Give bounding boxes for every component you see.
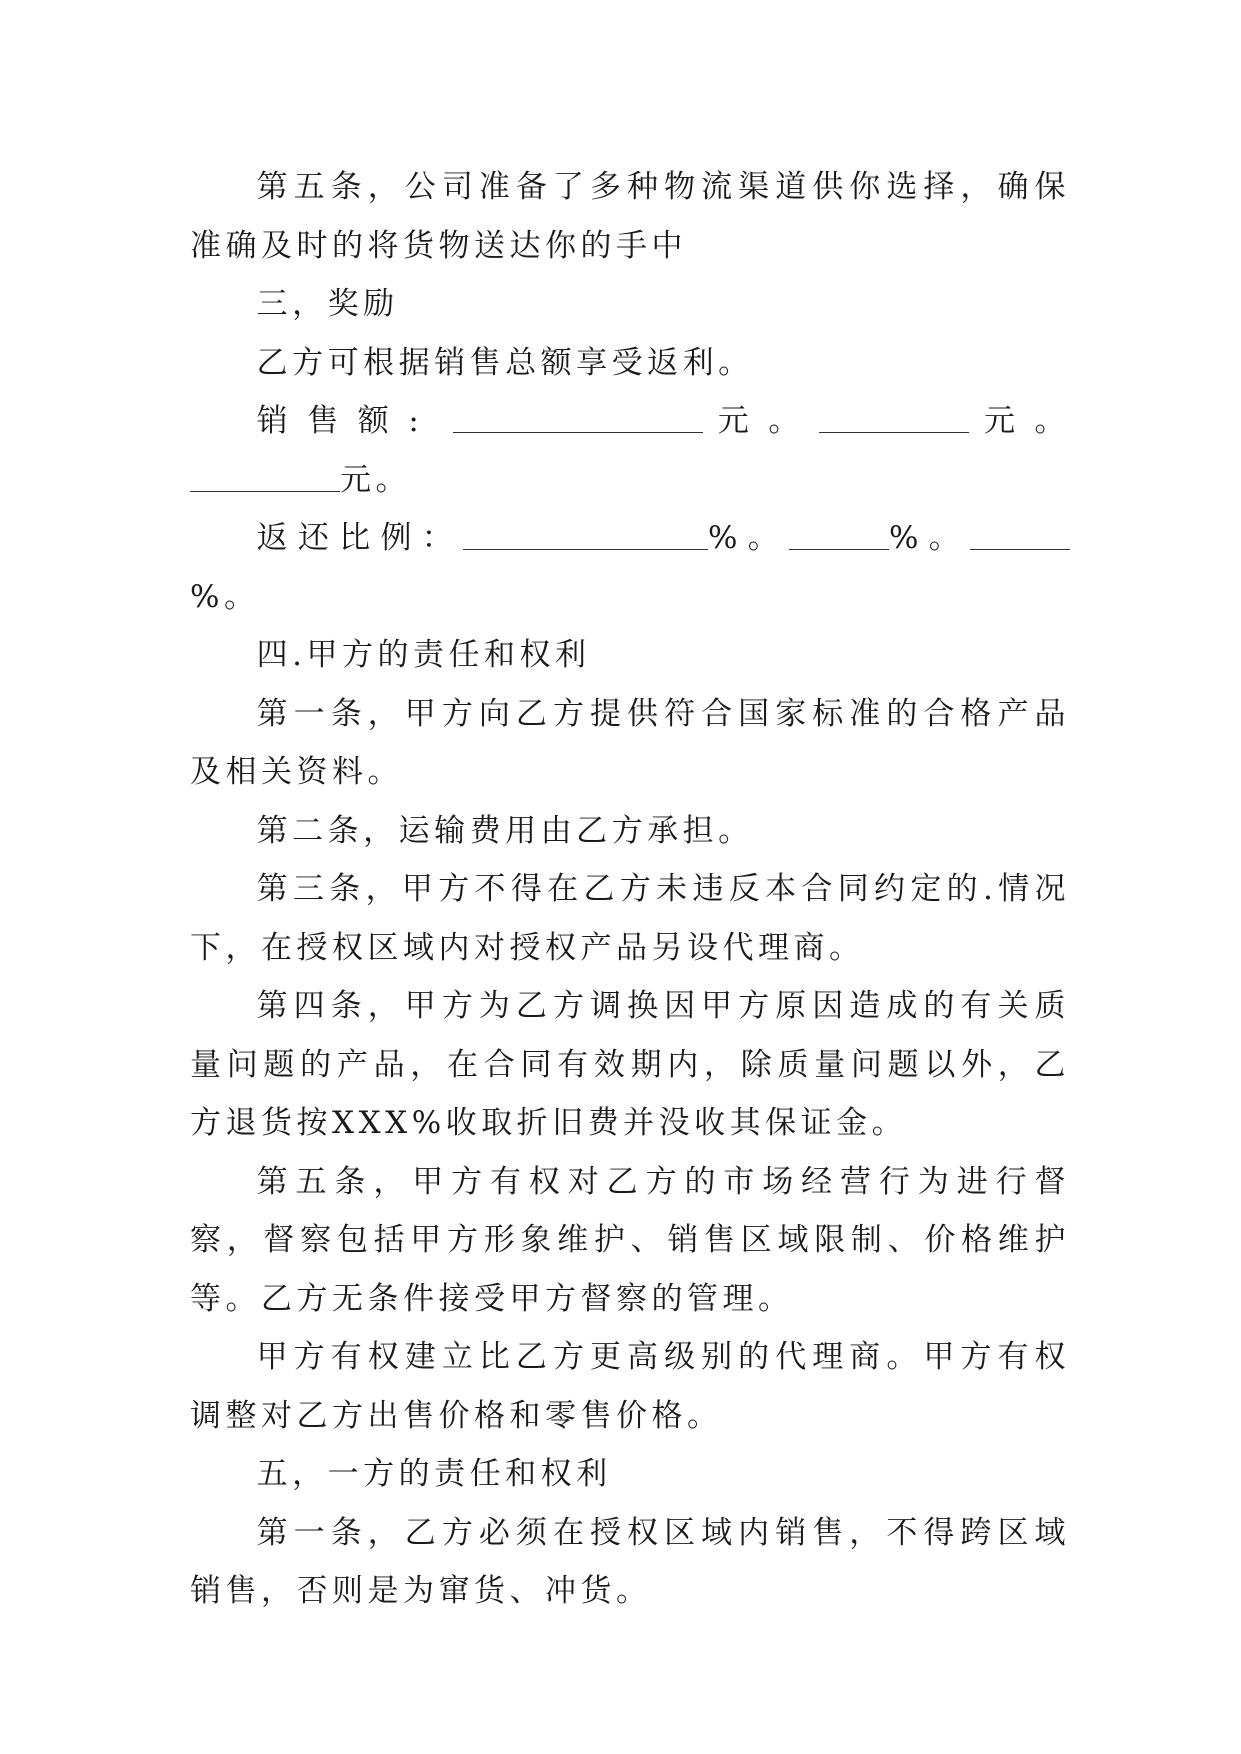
paragraph-party-a-rights: 甲方有权建立比乙方更高级别的代理商。甲方有权调整对乙方出售价格和零售价格。 bbox=[190, 1339, 1070, 1434]
paragraph-rebate: 乙方可根据销售总额享受返利。 bbox=[256, 344, 754, 381]
sales-amount-label: 销售额: bbox=[256, 403, 424, 439]
paragraph-party-a-article-2: 第二条，运输费用由乙方承担。 bbox=[256, 812, 754, 849]
rebate-ratio-blank-2 bbox=[789, 519, 889, 550]
paragraph-party-a-article-5: 第五条，甲方有权对乙方的市场经营行为进行督察，督察包括甲方形象维护、销售区域限制、价格维护等。乙方无条件接受甲方督察的管理。 bbox=[190, 1163, 1070, 1317]
paragraph-party-b-article-1: 第一条，乙方必须在授权区域内销售，不得跨区域销售，否则是为窜货、冲货。 bbox=[190, 1514, 1070, 1609]
section-heading-party-a: 四.甲方的责任和权利 bbox=[256, 637, 591, 673]
paragraph-party-a-article-3: 第三条，甲方不得在乙方未违反本合同约定的.情况下，在授权区域内对授权产品另设代理商。 bbox=[190, 871, 1070, 966]
rebate-ratio-blank-3 bbox=[970, 519, 1070, 550]
document-body bbox=[190, 158, 1070, 1621]
sales-amount-blank-1 bbox=[453, 402, 703, 433]
section-heading-rewards: 三，奖励 bbox=[256, 286, 399, 322]
sales-amount-line bbox=[190, 392, 1070, 509]
sales-amount-blank-3 bbox=[190, 461, 340, 492]
rebate-ratio-label: 返还比例： bbox=[256, 520, 463, 556]
rebate-ratio-line bbox=[190, 509, 1070, 626]
rebate-unit-3: %。 bbox=[190, 578, 260, 615]
sales-amount-blank-2 bbox=[819, 402, 969, 433]
sales-unit-3: 元。 bbox=[340, 461, 411, 498]
section-heading-party-b: 五，一方的责任和权利 bbox=[256, 1456, 612, 1492]
paragraph-party-a-article-4: 第四条，甲方为乙方调换因甲方原因造成的有关质量问题的产品，在合同有效期内，除质量问题以外，乙方退货按XXX%收取折旧费并没收其保证金。 bbox=[190, 988, 1070, 1141]
paragraph-party-a-article-1: 第一条，甲方向乙方提供符合国家标准的合格产品及相关资料。 bbox=[190, 695, 1070, 790]
sales-unit-1: 元。 bbox=[702, 403, 819, 439]
rebate-ratio-blank-1 bbox=[463, 519, 708, 550]
rebate-unit-1: %。 bbox=[708, 520, 789, 556]
paragraph-article-5-logistics: 第五条，公司准备了多种物流渠道供你选择，确保准确及时的将货物送达你的手中 bbox=[190, 169, 1070, 264]
rebate-unit-2: %。 bbox=[889, 520, 970, 556]
sales-unit-2: 元。 bbox=[968, 403, 1071, 439]
